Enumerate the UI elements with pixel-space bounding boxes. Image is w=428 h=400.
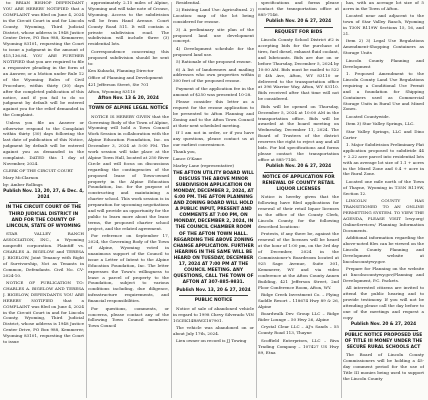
notice-paragraph: Residential. [176, 0, 201, 5]
notice-paragraph: NOTICE OF PUBLICATION TO: CHARLES A. BIGELOW AND TERESA J. BIGELOW, DEFENDANTS YOU ARE HEREBY NOTIFIED that a COMPLAINT was filed on June 4, 2024 in the Circuit Court in and for Lincoln County, Wyoming, Third Judicial District, whose address is 1948 Justice Center Drive, PO Box 988, Kemmerer, Wyoming 83101, requesting the Court to issue [3, 280, 84, 345]
notice-paragraph: All interested citizens are invited to attend the public hearing and to provide testimony. If you will not be attending please call the day before to one of the meetings and request a copy. [343, 285, 424, 320]
notice-paragraph: NOTICE IS HEREBY GIVEN that the Governing Body of the Town of Alpine, Wyoming will hold a Town Council Work Session in collaboration with the Alpine Education Foundation, Inc. on December 3, 2024 at 5:00 PM. The work session will take place at the Alpine Town Hall, located at 250 River Circle and will focus on discussions regarding the contingencies of the proposed lease of Town-owned property in the Alpine Education Foundation, Inc. for the purpose of constructing and maintaining a charter school. This work session is in preparation for upcoming negotiations and will provide an opportunity for the public to learn more about the lease terms, the proposed charter school project, and the related agreement. [88, 113, 169, 231]
notice-paragraph: 1. Proposed Amendment to the Lincoln County Land Use Regulations requiring a Conditional Use Permit and a foundation for Shipping Containers used as Commercial Storage Units in Rural Use and Mixed Zones. [343, 70, 424, 112]
notice-paragraph: For reference on September 17, 2024, the Governing Body of the Town of Alpine, Wyoming voted in unanimous support of the Council to issue a Letter of Intent to the Alpine Education Foundation, Inc. The letter expresses the Town's willingness to lease a parcel of property to the Foundation, subject to various conditions including, due diligence, infrastructure requirements, and financial responsibilities. [88, 233, 169, 304]
notice-paragraph: Located one mile north of the Town of Thayne, Wyoming in T35N R119W, Section 12. [343, 178, 424, 196]
notice-paragraph: Boardwalk Dev. Group LLC – Ridge Rider Lounge – 50 Hwy 26, Alpine [258, 311, 339, 323]
notice-paragraph: 1. Major Subdivision Preliminary Plat application proposed to subdivide 44 + 2.22 acre parcel into residential lots with an average lot size of 1.1 + acres in the Mixed Zone and 0.4 + acre in the Rural Zone. [343, 141, 424, 177]
notice-separator [179, 295, 248, 296]
notice-line: Thank you, [173, 149, 196, 155]
column-divider [171, 2, 172, 398]
notice-paragraph: specifications and forms please contact the transportation office at 885-7146. [258, 0, 339, 17]
column-1 [3, 0, 84, 400]
notice-separator [94, 103, 163, 104]
column-4 [258, 0, 339, 400]
notice-heading: PUBLIC NOTICE PROPOSED USE OF TITLE III MONEY UNDER THE SECURE RURAL SCHOOLS ACT [344, 332, 423, 350]
notice-paragraph: Notice is hereby given that the following have filed applications for renewal of their retail liquor licenses in the office of the County Clerk, Lincoln County, for the following described locations: [258, 194, 339, 229]
notice-paragraph: Correspondence concerning this proposed subdivision should be sent to: [88, 48, 169, 66]
notice-line: Ken Kubacki, Planning Director [88, 67, 154, 73]
notice-paragraph: Ridge Creek Investment Co. – Flying Saddle Resort – 118674 Hwy 89 & 26, Alpine [258, 291, 339, 309]
publish-dates: Publish Nov. 13, 20 & 27, 2024 [176, 287, 251, 293]
notice-paragraph: Payment of the application fee in the amount of $250 was presented 10-28. [173, 85, 254, 97]
notice-line: Afton, Wyoming 83110 [88, 88, 136, 94]
notice-paragraph: Lien owner on record is JJ Towing [176, 338, 247, 344]
notice-separator [349, 330, 418, 331]
notice-heading: IN THE CIRCUIT COURT OF THE THIRD JUDICIAL DISTRICT IN AND FOR THE COUNTY OF LINCOLN, STATE OF WYOMING [5, 205, 82, 229]
publish-dates: Publish Nov. 20 & 27, 2024 [265, 19, 332, 25]
notice-paragraph: Located Countywide. [346, 113, 390, 119]
notice-paragraph: Additional information regarding the above-noted files can be viewed on the Lincoln County Planning and Development website at lincolncountywy.gov. [343, 235, 424, 264]
notice-paragraph: Please consider this letter as a request for the rezone application to be presented to Afton Planning and Zoning and to the Afton Town Council at their next scheduled meeting. [173, 99, 254, 128]
notice-paragraph: Star Valley Springs, LLC and Dino Carter [343, 128, 424, 140]
notice-line: Office of Planning and Development [88, 74, 163, 80]
notice-line: Marley Lane (representative) [173, 163, 234, 169]
notice-line: 421 Jefferson Street, Ste 701 [88, 81, 149, 87]
notice-paragraph: Prepare for Planning on the website at lincolncountywy.gov/Planning and Development, P.C. Packets. [343, 266, 424, 283]
notice-paragraph: Item 2) 3) Legal Use Regulations Amendment-Shopping Containers as Storage Units [343, 38, 424, 56]
notice-heading: NOTICE OF APPLICATION FOR RENEWAL OF COUNTY RETAIL LIQUOR LICENSES [262, 174, 335, 192]
notice-paragraph: LINCOLN COUNTY HAS TRANSITIONED TO AN ONLINE PERMITTING SYSTEM. TO VIEW THE AGENDA, PLEASE VISIT lcwy.org/ OnlineServices/ Planning Information Documents. [343, 198, 424, 233]
notice-paragraph: Bids will be opened on Thursday, December 5, 2024 at 10:00 AM in the transportation office. Bids will be awarded at the board meeting on Wednesday, December 11, 2024. The Board of Trustees of the district reserves the right to reject any and all bids. For bid specifications and forms please contact the transportation office at 885-7146. [258, 103, 339, 162]
notice-paragraph: Lincoln County Planning and Development [343, 57, 424, 69]
notice-paragraph: The Board of Lincoln County Commissioners will be holding a 45-day comment period for the use of Title III monies being used to support the Lincoln County [343, 352, 424, 382]
column-5 [343, 0, 424, 400]
notice-heading: REQUEST FOR BIDS [274, 29, 323, 35]
column-divider [256, 2, 257, 398]
notice-paragraph: 2) Existing Land Use: Agricultural. 2) Location: map of the lot being considered for rezone. [173, 7, 254, 25]
notice-separator [264, 27, 333, 28]
notice-heading: TOWN OF ALPINE LEGAL NOTICE [88, 106, 169, 111]
notice-heading: THE AFTON UTILITY BOARD WILL DISCUSS THE ABOVE MINOR SUBDIVISION APPLICATION ON MONDAY, DECEMBER 2, 2024, AT 6:00 PM. THE AFTON PLANNING AND ZONING BOARD WILL HOLD A PUBLIC INPUT, PRESENT AND COMMENTS AT 7:00 PM, ON MONDAY, DECEMBER 2, 2024, IN THE COUNCIL CHAMBER ROOM OF THE AFTON TOWN HALL. REGARDING THE ABOVE ZONING CHANGE APPLICATION. FURTHER HEARING IN THE SAME WILL BE HEARD ON TUESDAY, DECEMBER 17, 2024 AT 7:00 PM AT THE COUNCIL MEETING. ANY QUESTIONS, CALL THE TOWN OF AFTON AT 307-885-9831. [173, 170, 254, 286]
notice-paragraph: The vehicle was abandoned on or about July 17th, 2024. [173, 325, 254, 336]
notice-paragraph: Unless you file an Answer or otherwise respond to the Complaint within thirty (30) days following the last date of publication of this Notice, judgment by default will be entered against you as demanded in the complaint. DATED this 1 day of November, 2024. [3, 119, 84, 166]
notice-paragraph: Located near and adjacent to the town of Star Valley Ranch, Wyoming in T30N R119W Sections 15, 16, and 21. [343, 13, 424, 37]
notice-paragraph: Item 3) Star Valley Springs, LLC. [346, 121, 415, 127]
notice-separator [9, 202, 78, 203]
notice-line: Lance O'Kane [173, 156, 202, 162]
column-divider [341, 2, 342, 398]
notice-paragraph: For questions, comments, or concerns, please contact any of the following Town Council members: Town Council [88, 305, 169, 329]
notice-separator [264, 172, 333, 173]
notice-line: by: Amber Rollings [3, 182, 43, 188]
publish-dates: Publish Nov. 20 & 27, 2024 [265, 164, 332, 170]
notice-paragraph: has, with an acreage lot size of 5 acres in the Town of Afton. [343, 0, 424, 11]
notice-heading: PUBLIC NOTICE [194, 298, 233, 304]
column-divider [86, 2, 87, 398]
publish-dates: Publish Nov. 20 & 27, 2024 [350, 322, 417, 328]
notice-line: CLERK OF THE CIRCUIT COURT [3, 168, 74, 174]
column-2 [88, 0, 169, 400]
publish-dates: Afton Nov. 13 & 20, 2024 [98, 95, 159, 101]
notice-paragraph: 5) Rationale of the proposed rezone. [176, 59, 252, 65]
notice-paragraph: 6) A list of landowners and mailing addresses who own properties within 300 feet of the proposed rezone. [173, 66, 254, 84]
notice-paragraph: STAR VALLEY RANCH ASSOCIATION, INC., a Wyoming nonprofit corporation. Plaintiff vs. CHARLES A. BIGELOW and TERESA J. BIGELOW, Joint Tenancy with Right of Survivorship, Not as Tenants in Common, Defendants. Civil No. CV-2024-10. [3, 231, 84, 278]
notice-paragraph: to: BRIAN BISHOP DEFENDANT YOU ARE HEREBY NOTIFIED that a COMPLAINT was filed on June 4, 2024 in the Circuit Court in and for Lincoln County, Wyoming, Third Judicial District, whose address is 1948 Justice Center Drive, PO Box 988, Kemmerer, Wyoming 83101, requesting the Court to issue a judgment in the amount of $15,136.84. YOU ARE FURTHER NOTIFIED that you are required to file a responsive pleading in the form of an Answer, or a Motion under Rule 12 of the Wyoming Rules of Civil Procedure, within thirty (30) days after the completed publication of this notice, and if you fail to do so judgment by default will be entered against you for the relief demanded in the Complaint. [3, 0, 84, 118]
notice-paragraph: Protests, if any there be, against the renewal of the licenses will be heard at the hour of 1:00 pm, on the 3rd day of December, 2024 in the Commissioner's Boardroom located at 925 Sage Avenue, Suite 301, Kemmerer, WY and via video conference at the Afton County Annex Building, 421 Jefferson Street, 2nd Floor Conference Room, Afton, WY. [258, 231, 339, 290]
notice-paragraph: 4) Development schedule for the proposed land use. [173, 45, 254, 57]
column-3 [173, 0, 254, 400]
notice-paragraph: Scoffield Enterprises, LLC – Riva Trading Company – 107427 US Hwy 89, Etna [258, 337, 339, 355]
notice-paragraph: 3) A preliminary site plan of the proposed land use development concept. [173, 26, 254, 44]
notice-paragraph: approximately 2.15 miles of Alpine, Wyoming and will take note of Crouse, Wyoming. Access to the subdivision will be from Hand Avenue. Court County Road 511. It will contain a private subdivision road. The subdivision will include three (3) residential lots. [88, 0, 169, 47]
notice-paragraph: Notice of sale of abandoned vehicle in regard to 1998 Chevy Silverado VIN 1GCEK14R8WZ187901. [173, 305, 254, 323]
publish-dates: Publish Nov. 13, 20, 27, & Dec. 4, 2024 [3, 189, 84, 200]
notice-paragraph: Crystal Clear LLC – AJ's Sands – 55 County Road 113, Thayne [258, 324, 339, 336]
notice-paragraph: If I am not in order, or if you have any questions, please contact us at our earliest convenience. [173, 130, 254, 147]
notice-line: Mary McClarnon [3, 175, 39, 181]
notice-paragraph: Lincoln County School District #2 is accepting bids for the purchase of tires, fuel diesel, exhaust fluid coolant, and lubricants. Bids are due on or before Thursday, December 5, 2024 by 10:00 AM. Bids must be mailed to 522 E 4th Ave, Afton, WY 83110 or delivered to the transportation office at 396 Warrior Way, Afton, WY 83110. Bids received after that time will not be considered. [258, 37, 339, 102]
